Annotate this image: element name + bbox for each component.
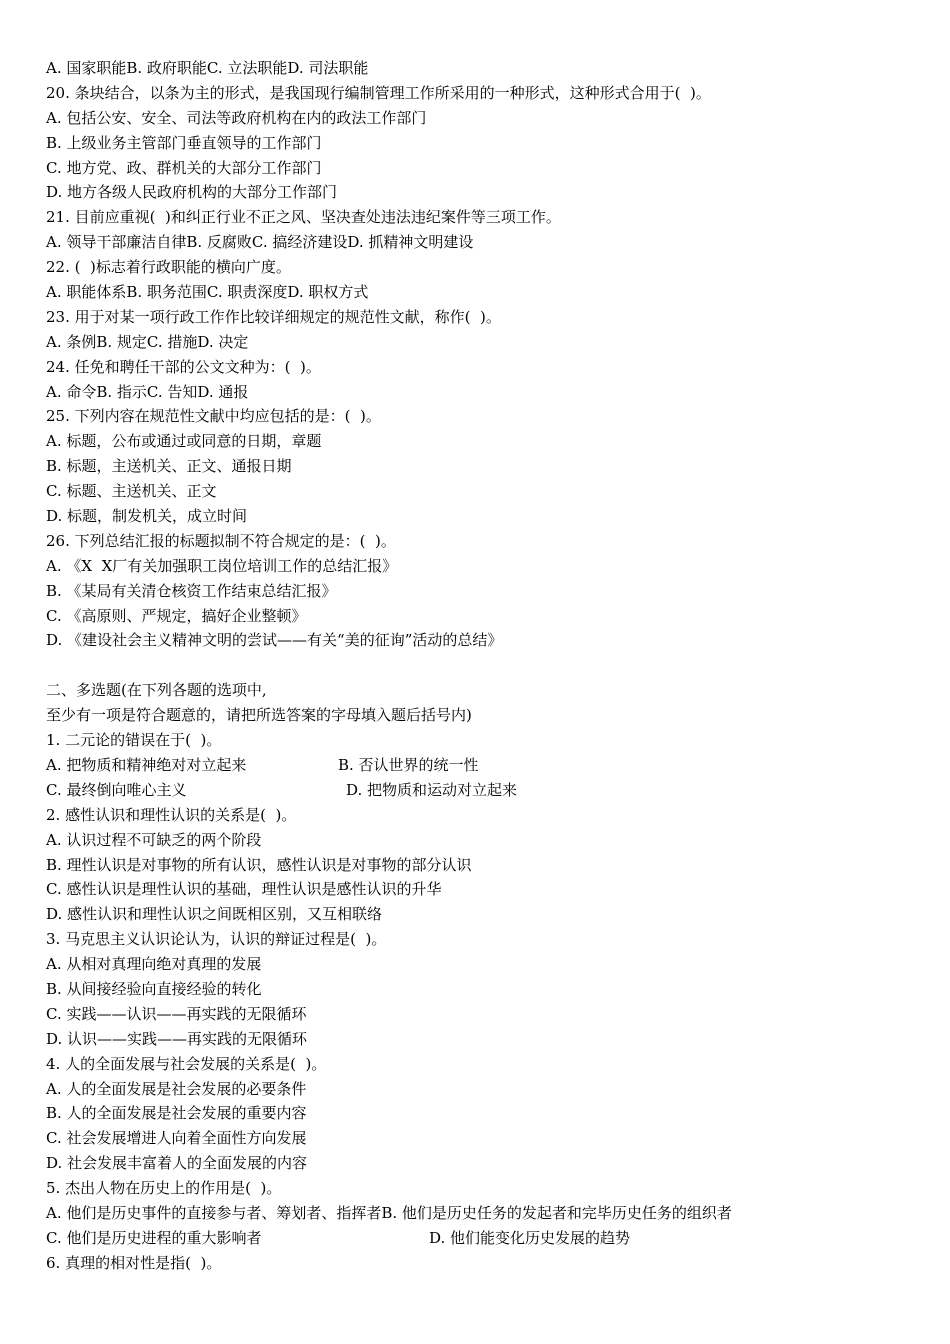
text-line: A. 他们是历史事件的直接参与者、筹划者、指挥者B. 他们是历史任务的发起者和完毕历史任务的组织者 [46, 1203, 732, 1222]
text-line: C. 标题、主送机关、正文 [46, 482, 217, 501]
option-d: D. 把物质和运动对立起来 [346, 780, 518, 799]
option-c: C. 他们是历史进程的重大影响者 [46, 1228, 262, 1247]
text-line: 2. 感性认识和理性认识的关系是( )。 [46, 805, 297, 824]
section-heading: 二、多选题(在下列各题的选项中, [46, 681, 267, 700]
text-line: 4. 人的全面发展与社会发展的关系是( )。 [46, 1054, 327, 1073]
text-line: 3. 马克思主义认识论认为，认识的辩证过程是( )。 [46, 930, 387, 949]
text-line: D. 认识——实践——再实践的无限循环 [46, 1029, 308, 1048]
option-row [46, 778, 926, 803]
text-line: A. 从相对真理向绝对真理的发展 [46, 955, 262, 974]
text-line: B. 上级业务主管部门垂直领导的工作部门 [46, 133, 322, 152]
text-line: D. 地方各级人民政府机构的大部分工作部门 [46, 183, 338, 202]
question-stem: 1. 二元论的错误在于( )。 [46, 731, 222, 750]
text-line: D. 《建设社会主义精神文明的尝试——有关“美的征询”活动的总结》 [46, 631, 503, 650]
text-line: C. 社会发展增进人向着全面性方向发展 [46, 1129, 307, 1148]
text-line: A. 认识过程不可缺乏的两个阶段 [46, 830, 262, 849]
text-line: 25. 下列内容在规范性文献中均应包括的是：( )。 [46, 407, 381, 426]
text-line: D. 标题，制发机关，成立时间 [46, 507, 248, 526]
text-line: A. 条例B. 规定C. 措施D. 决定 [46, 332, 249, 351]
single-choice-section [46, 56, 926, 653]
text-line: 22. ( )标志着行政职能的横向广度。 [46, 258, 291, 277]
text-line: C. 《高原则、严规定，搞好企业整顿》 [46, 606, 307, 625]
text-line: 24. 任免和聘任干部的公文文种为：( )。 [46, 357, 321, 376]
text-line: A. 国家职能B. 政府职能C. 立法职能D. 司法职能 [46, 59, 369, 77]
text-line: 21. 目前应重视( )和纠正行业不正之风、坚决查处违法违纪案件等三项工作。 [46, 208, 561, 227]
text-line: A. 命令B. 指示C. 告知D. 通报 [46, 382, 249, 401]
text-line: A. 职能体系B. 职务范围C. 职责深度D. 职权方式 [46, 283, 369, 302]
option-b: B. 否认世界的统一性 [338, 755, 479, 774]
text-line: B. 理性认识是对事物的所有认识，感性认识是对事物的部分认识 [46, 855, 472, 874]
text-line: C. 地方党、政、群机关的大部分工作部门 [46, 158, 322, 177]
option-a: A. 把物质和精神绝对对立起来 [46, 755, 247, 774]
option-d: D. 他们能变化历史发展的趋势 [429, 1228, 631, 1247]
text-line: D. 社会发展丰富着人的全面发展的内容 [46, 1154, 308, 1173]
text-line: A. 领导干部廉洁自律B. 反腐败C. 搞经济建设D. 抓精神文明建设 [46, 233, 474, 252]
text-line: 23. 用于对某一项行政工作作比较详细规定的规范性文献，称作( )。 [46, 307, 501, 326]
text-line: C. 感性认识是理性认识的基础，理性认识是感性认识的升华 [46, 880, 442, 899]
document-body [46, 56, 926, 1276]
question-stem: 6. 真理的相对性是指( )。 [46, 1253, 222, 1272]
text-line: 5. 杰出人物在历史上的作用是( )。 [46, 1179, 282, 1198]
text-line: A. 《X X厂有关加强职工岗位培训工作的总结汇报》 [46, 556, 398, 575]
option-c: C. 最终倒向唯心主义 [46, 780, 187, 799]
text-line: B. 从间接经验向直接经验的转化 [46, 979, 262, 998]
section-instruction: 至少有一项是符合题意的，请把所选答案的字母填入题后括号内) [46, 706, 472, 725]
text-line: A. 人的全面发展是社会发展的必要条件 [46, 1079, 307, 1098]
text-line: 26. 下列总结汇报的标题拟制不符合规定的是：( )。 [46, 531, 396, 550]
text-line: C. 实践——认识——再实践的无限循环 [46, 1004, 307, 1023]
text-line: B. 《某局有关清仓核资工作结束总结汇报》 [46, 581, 337, 600]
text-line: 20. 条块结合，以条为主的形式，是我国现行编制管理工作所采用的一种形式，这种形式合用于( )。 [46, 83, 711, 102]
text-line: A. 标题，公布或通过或同意的日期，章题 [46, 432, 322, 451]
text-line: B. 人的全面发展是社会发展的重要内容 [46, 1104, 307, 1123]
section-gap [46, 653, 926, 678]
text-line: A. 包括公安、安全、司法等政府机构在内的政法工作部门 [46, 108, 427, 127]
option-row [46, 753, 926, 778]
text-line: D. 感性认识和理性认识之间既相区别，又互相联络 [46, 905, 383, 924]
text-line: B. 标题，主送机关、正文、通报日期 [46, 457, 292, 476]
multi-choice-section [46, 803, 926, 1226]
option-row [46, 1226, 926, 1251]
